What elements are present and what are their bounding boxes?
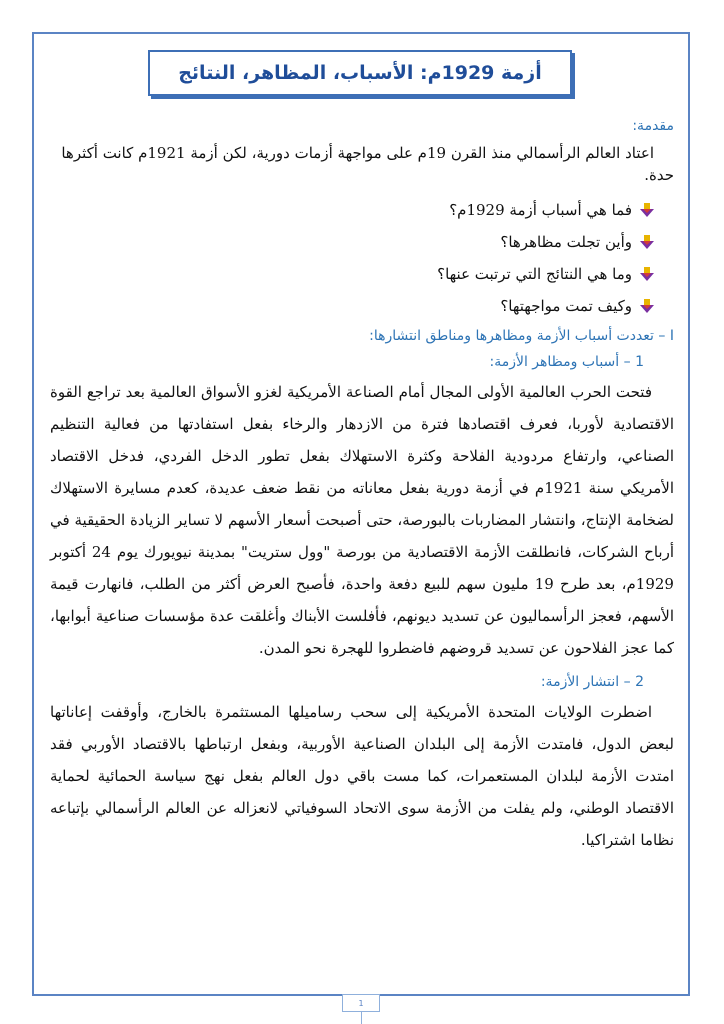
intro-text: اعتاد العالم الرأسمالي منذ القرن 19م على مواجهة أزمات دورية، لكن أزمة 1921م كانت أكثرها حدة. (61, 144, 674, 184)
question-text: فما هي أسباب أزمة 1929م؟ (449, 201, 632, 219)
title-box (148, 50, 572, 96)
question-text: وكيف تمت مواجهتها؟ (500, 297, 632, 315)
arrow-down-bullet-icon (640, 235, 654, 249)
list-item (50, 226, 654, 258)
subsection-heading-spread: 2 – انتشار الأزمة: (540, 674, 644, 690)
question-list (50, 194, 674, 322)
list-item (50, 290, 654, 322)
intro-heading: مقدمة: (632, 118, 674, 134)
arrow-down-bullet-icon (640, 203, 654, 217)
question-text: وأين تجلت مظاهرها؟ (500, 233, 632, 251)
document-body (50, 118, 674, 856)
list-item (50, 258, 654, 290)
paragraph-spread: اضطرت الولايات المتحدة الأمريكية إلى سحب رساميلها المستثمرة بالخارج، وأوقفت إعاناتها لبعض الدول، فامتدت الأزمة إلى البلدان الصناعية الأوربية، وبفعل ارتباطها بالاقتصاد الأوربي فقد امتدت الأزمة لبلدان المستعمرات، كما مست باقي دول العالم بفعل نهج سياسة الحمائية لحماية الاقتصاد الوطني، ولم يفلت من الأزمة سوى الاتحاد السوفياتي لانعزاله عن العالم الرأسمالي بإتباعه نظاما اشتراكيا. (50, 703, 674, 849)
page-title: أزمة 1929م: الأسباب، المظاهر، النتائج (178, 62, 542, 84)
arrow-down-bullet-icon (640, 299, 654, 313)
section-heading: I – تعددت أسباب الأزمة ومظاهرها ومناطق انتشارها: (369, 328, 674, 344)
subsection-heading-causes: 1 – أسباب ومظاهر الأزمة: (489, 354, 644, 370)
page-number: 1 (342, 994, 380, 1012)
paragraph-causes: فتحت الحرب العالمية الأولى المجال أمام الصناعة الأمريكية لغزو الأسواق العالمية بعد تراجع القوة الاقتصادية لأوربا، فعرف اقتصادها فترة من الازدهار والرخاء بفعل استفادتها من فعالية التنظيم الصناعي، وارتفاع مردودية الفلاحة وكثرة الاستهلاك بفعل تطور الدخل الفردي، فدخل الاقتصاد الأمريكي سنة 1921م في أزمة دورية بفعل معاناته من نقط ضعف عديدة، كعدم مسايرة الاستهلاك لضخامة الإنتاج، وانتشار المضاربات بالبورصة، حتى أصبحت أسعار الأسهم لا تساير الزيادة الحقيقية في أرباح الشركات، فانطلقت الأزمة الاقتصادية من بورصة "وول ستريت" بمدينة نيويورك يوم 24 أكتوبر 1929م، بعد طرح 19 مليون سهم للبيع دفعة واحدة، فأصبح العرض أكثر من الطلب، فانهارت قيمة الأسهم، فعجز الرأسماليون عن تسديد ديونهم، فأفلست الأبناك وأغلقت عدة مؤسسات صناعية أبوابها، كما عجز الفلاحون عن تسديد قروضهم فاضطروا للهجرة نحو المدن. (50, 383, 674, 657)
page-number-tick (361, 1012, 362, 1024)
list-item (50, 194, 654, 226)
arrow-down-bullet-icon (640, 267, 654, 281)
question-text: وما هي النتائج التي ترتبت عنها؟ (437, 265, 632, 283)
